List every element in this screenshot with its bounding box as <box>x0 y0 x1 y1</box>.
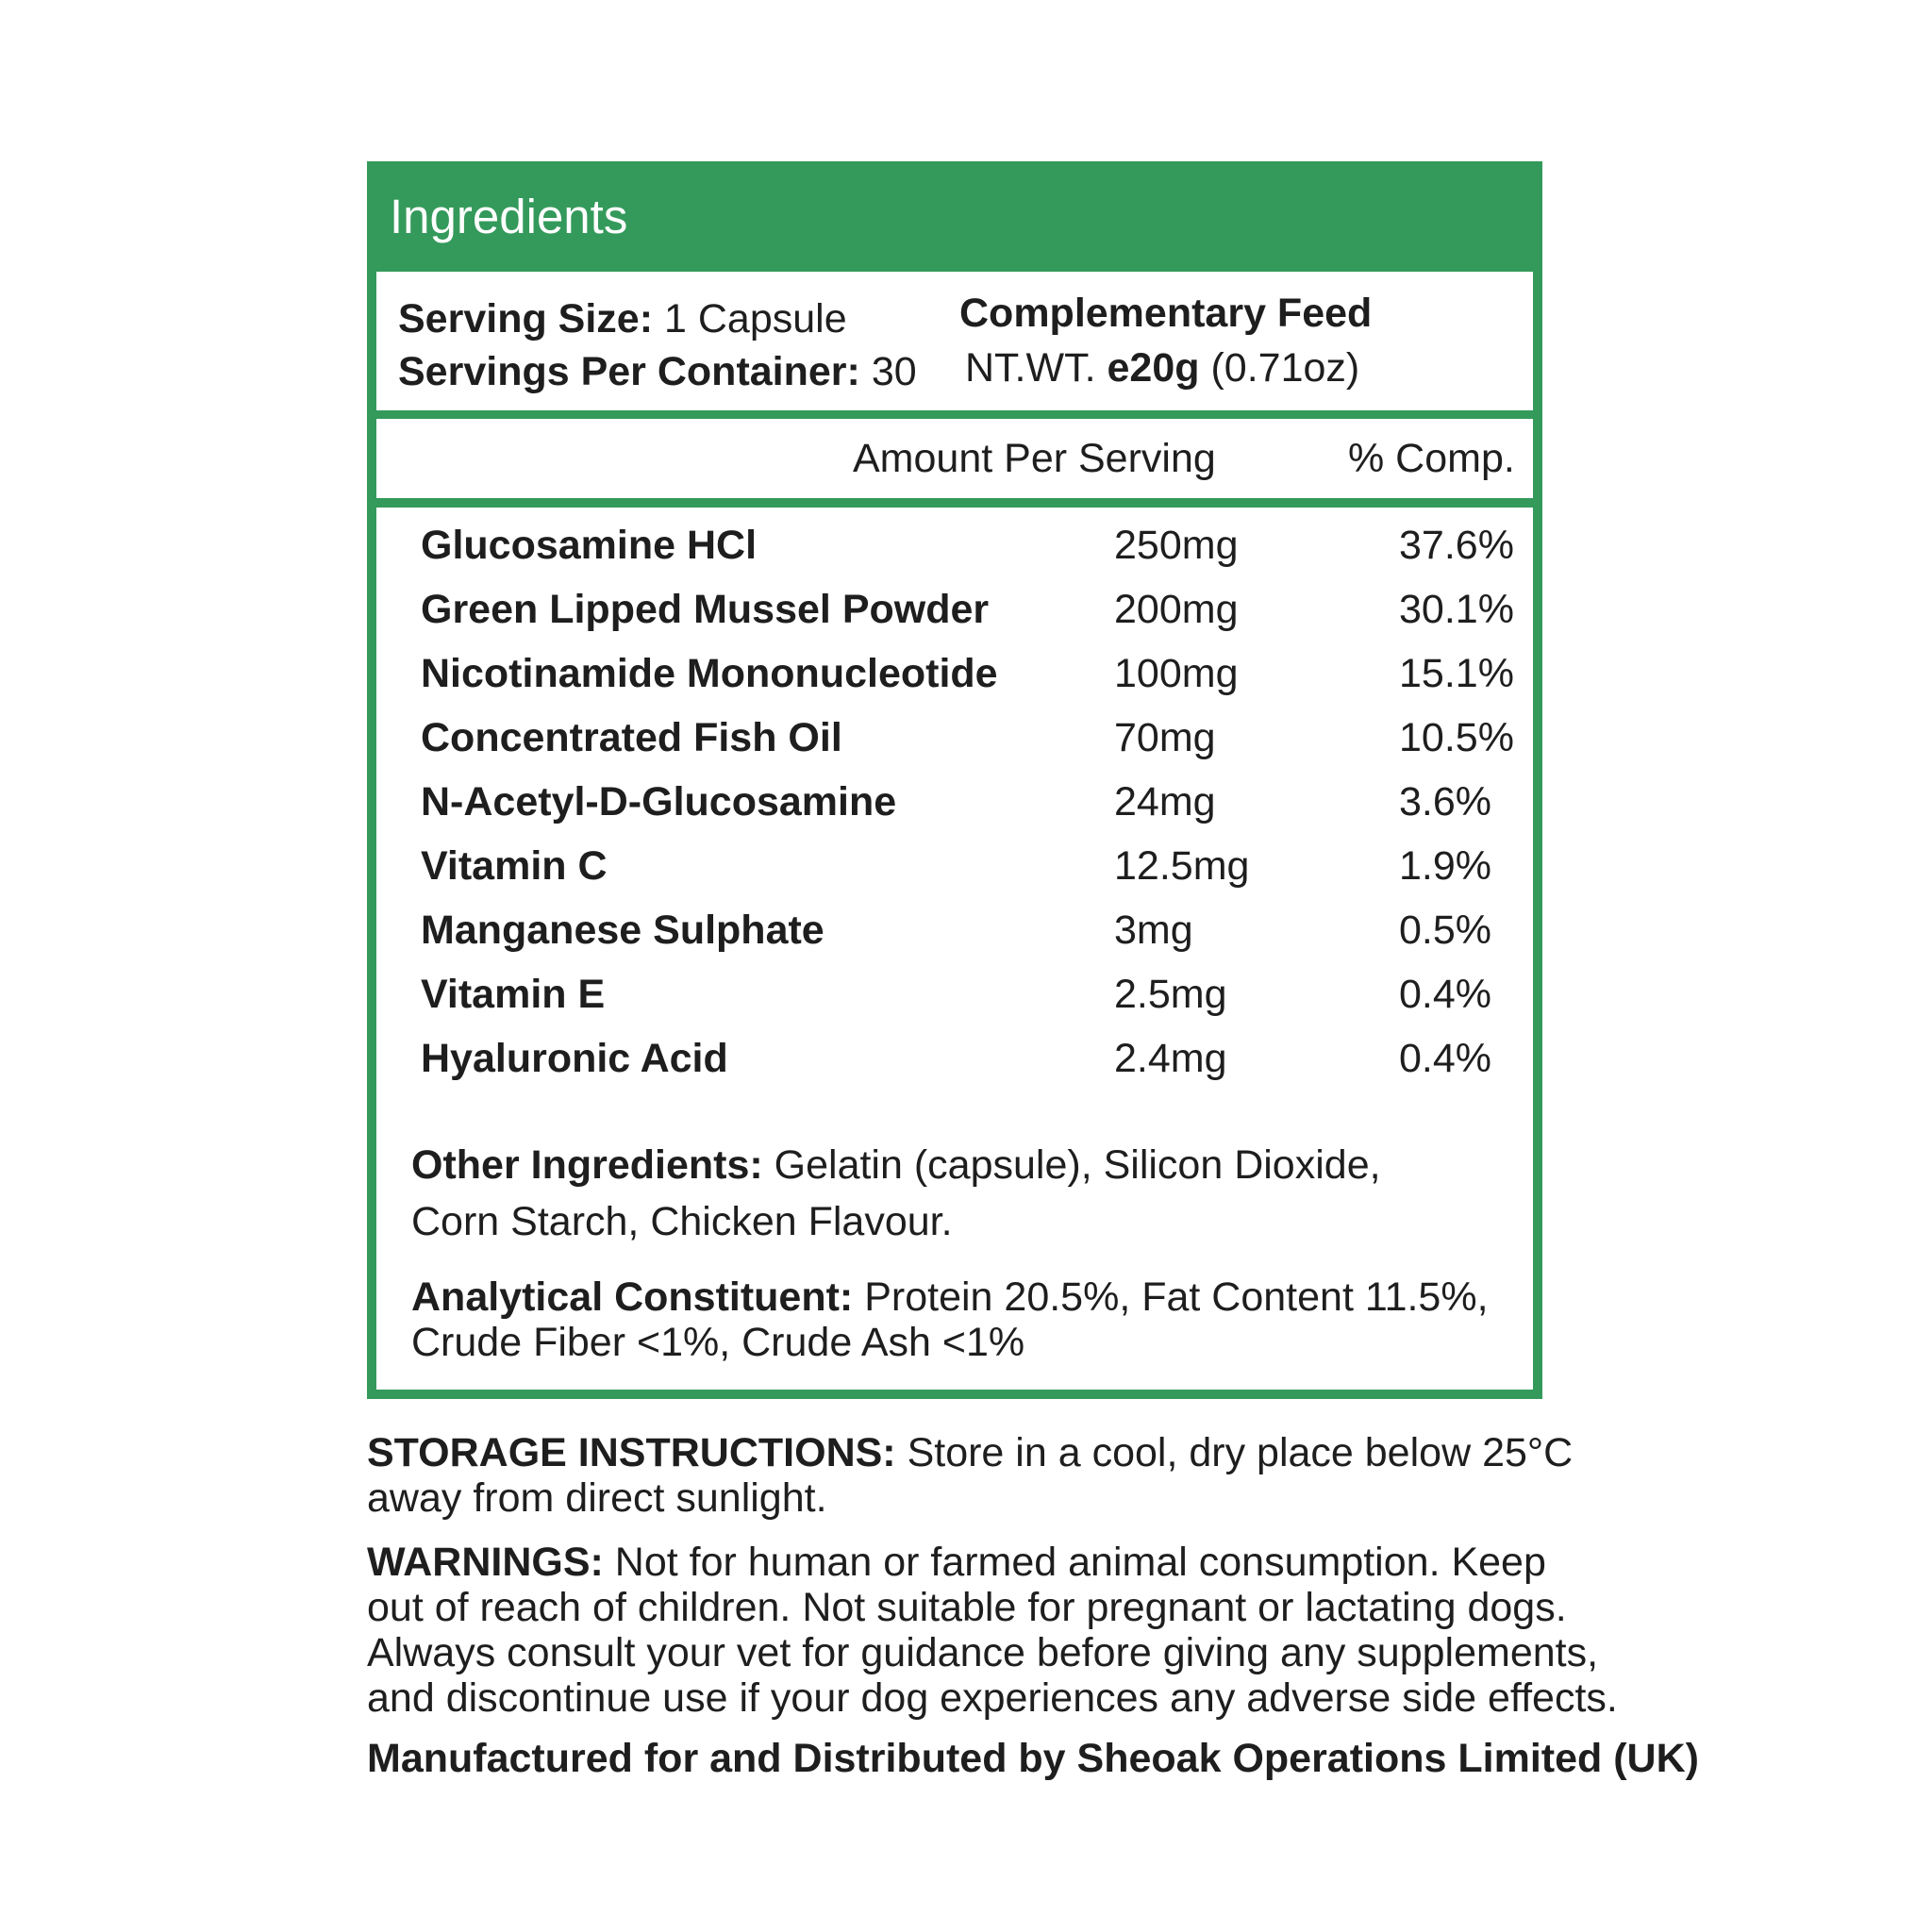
ingredient-amount: 3mg <box>1114 908 1193 953</box>
storage-label: STORAGE INSTRUCTIONS: <box>367 1430 896 1475</box>
feed-type: Complementary Feed <box>959 291 1373 336</box>
ingredient-name: Vitamin C <box>421 843 608 889</box>
storage-line-1 <box>367 1430 1895 1475</box>
warnings-line-3: Always consult your vet for guidance before giving any supplements, <box>367 1630 1599 1675</box>
column-percent-comp: % Comp. <box>1348 436 1515 481</box>
ingredient-comp: 30.1% <box>1399 587 1514 632</box>
analytical-line-1 <box>411 1274 1489 1320</box>
column-amount-per-serving: Amount Per Serving <box>853 436 1216 481</box>
ingredient-name: Concentrated Fish Oil <box>421 715 842 760</box>
other-ingredients-line-1 <box>411 1142 1381 1188</box>
ingredient-comp: 1.9% <box>1399 843 1492 889</box>
warnings-line-4: and discontinue use if your dog experiences any adverse side effects. <box>367 1675 1618 1721</box>
ingredient-name: Manganese Sulphate <box>421 908 824 953</box>
serving-size-value: 1 Capsule <box>663 296 847 341</box>
ingredient-amount: 200mg <box>1114 587 1239 632</box>
storage-instructions <box>367 1430 1895 1521</box>
other-ingredients-box <box>376 1124 1533 1254</box>
storage-line-2: away from direct sunlight. <box>367 1475 827 1521</box>
net-weight <box>965 341 1359 394</box>
ingredient-comp: 0.5% <box>1399 908 1492 953</box>
net-weight-oz: (0.71oz) <box>1210 345 1360 391</box>
panel-title: Ingredients <box>390 190 628 243</box>
serving-size-label: Serving Size: <box>398 296 654 341</box>
analytical-constituent-box <box>376 1263 1533 1390</box>
ingredient-amount: 12.5mg <box>1114 843 1250 889</box>
ingredient-name: N-Acetyl-D-Glucosamine <box>421 779 897 824</box>
warnings <box>367 1540 1895 1721</box>
storage-text-1: Store in a cool, dry place below 25°C <box>895 1430 1574 1475</box>
warnings-text-1: Not for human or farmed animal consumption. Keep <box>603 1540 1546 1585</box>
ingredient-name: Nicotinamide Mononucleotide <box>421 651 998 696</box>
ingredient-comp: 0.4% <box>1399 1036 1492 1081</box>
ingredient-name: Vitamin E <box>421 972 606 1017</box>
ingredient-amount: 2.5mg <box>1114 972 1227 1017</box>
ingredients-panel <box>367 161 1542 1399</box>
net-weight-value: e20g <box>1107 345 1200 391</box>
analytical-line-2: Crude Fiber <1%, Crude Ash <1% <box>411 1320 1025 1365</box>
ingredient-amount: 2.4mg <box>1114 1036 1227 1081</box>
warnings-label: WARNINGS: <box>367 1540 604 1585</box>
manufacturer-note: Manufactured for and Distributed by Sheoak Operations Limited (UK) <box>367 1736 1699 1781</box>
ingredient-comp: 10.5% <box>1399 715 1514 760</box>
net-weight-prefix: NT.WT. <box>965 345 1096 391</box>
servings-per-container <box>398 345 917 398</box>
serving-size <box>398 292 847 345</box>
ingredient-comp: 15.1% <box>1399 651 1514 696</box>
ingredient-name: Glucosamine HCl <box>421 523 758 568</box>
serving-info-box <box>376 272 1533 410</box>
other-ingredients-label: Other Ingredients: <box>411 1142 763 1188</box>
ingredient-name: Hyaluronic Acid <box>421 1036 728 1081</box>
servings-per-container-value: 30 <box>871 349 917 394</box>
ingredient-comp: 3.6% <box>1399 779 1492 824</box>
ingredient-comp: 0.4% <box>1399 972 1492 1017</box>
ingredient-comp: 37.6% <box>1399 523 1514 568</box>
ingredient-amount: 100mg <box>1114 651 1239 696</box>
ingredient-name: Green Lipped Mussel Powder <box>421 587 990 632</box>
ingredient-amount: 250mg <box>1114 523 1239 568</box>
warnings-line-2: out of reach of children. Not suitable for pregnant or lactating dogs. <box>367 1585 1567 1630</box>
ingredient-amount: 70mg <box>1114 715 1216 760</box>
ingredient-amount: 24mg <box>1114 779 1216 824</box>
column-header-box <box>376 419 1533 498</box>
analytical-label: Analytical Constituent: <box>411 1274 854 1320</box>
other-ingredients-text-1: Gelatin (capsule), Silicon Dioxide, <box>762 1142 1381 1188</box>
analytical-text-1: Protein 20.5%, Fat Content 11.5%, <box>853 1274 1489 1320</box>
servings-per-container-label: Servings Per Container: <box>398 349 860 394</box>
other-ingredients-line-2: Corn Starch, Chicken Flavour. <box>411 1199 953 1244</box>
warnings-line-1 <box>367 1540 1895 1585</box>
